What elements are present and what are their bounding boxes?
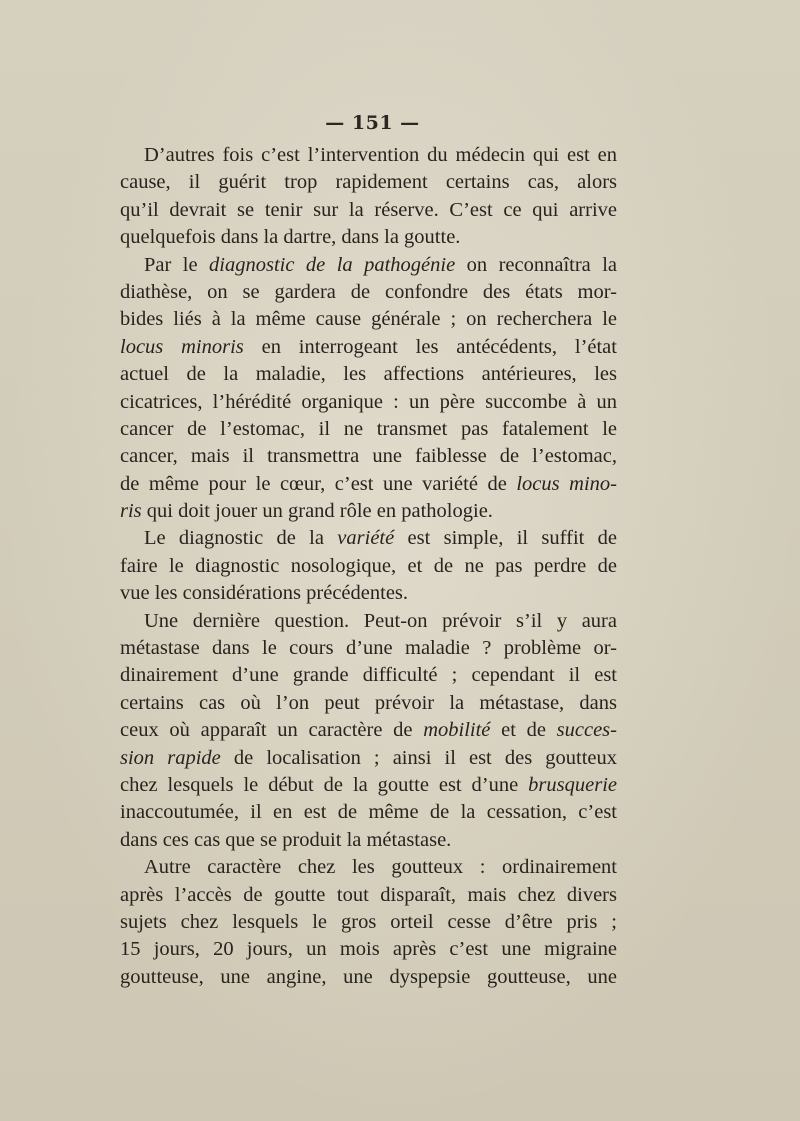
- text-run: bides liés à la même cause générale ; on recherchera le: [120, 308, 617, 331]
- text-line: [120, 525, 617, 552]
- text-run: Le diagnostic de la: [144, 527, 338, 550]
- text-run: dans ces cas que se produit la métastase.: [120, 828, 452, 851]
- text-line: [120, 471, 617, 498]
- text-line: [120, 827, 617, 854]
- text-run: faire le diagnostic nosologique, et de ne pas perdre de: [120, 554, 617, 577]
- text-run: chez lesquels le début de la goutte est d’une: [120, 773, 529, 796]
- text-line: [120, 553, 617, 580]
- text-run: vue les considérations précédentes.: [120, 582, 409, 605]
- text-run: est simple, il suffit de: [394, 527, 618, 550]
- text-line: [120, 197, 617, 224]
- text-line: [120, 717, 617, 744]
- text-run: on reconnaîtra la: [455, 253, 618, 276]
- italic-term: variété: [337, 527, 395, 550]
- text-run: après l’accès de goutte tout disparaît, mais chez divers: [120, 883, 617, 906]
- text-line: [120, 635, 617, 662]
- italic-term: locus mino-: [516, 472, 617, 495]
- text-line: [120, 306, 617, 333]
- text-run: certains cas où l’on peut prévoir la métastase, dans: [120, 691, 617, 714]
- text-line: [120, 854, 617, 881]
- text-line: [120, 361, 617, 388]
- text-run: 15 jours, 20 jours, un mois après c’est une migraine: [120, 938, 617, 961]
- text-run: diathèse, on se gardera de confondre des états mor-: [120, 280, 617, 303]
- text-run: quelquefois dans la dartre, dans la goutte.: [120, 226, 461, 249]
- italic-term: ris: [120, 500, 142, 523]
- text-run: ceux où apparaît un caractère de: [120, 719, 424, 742]
- text-line: [120, 169, 617, 196]
- italic-term: mobilité: [423, 719, 491, 742]
- text-run: sujets chez lesquels le gros orteil cesse d’être pris ;: [120, 910, 617, 933]
- text-run: Par le: [144, 253, 210, 276]
- italic-term: locus minoris: [120, 335, 244, 358]
- text-line: [120, 389, 617, 416]
- text-line: [120, 964, 617, 991]
- text-line: [120, 498, 617, 525]
- text-line: [120, 608, 617, 635]
- page-number: — 151 —: [325, 112, 420, 134]
- text-line: [120, 224, 617, 251]
- text-run: cause, il guérit trop rapidement certains cas, alors: [120, 171, 617, 194]
- text-run: métastase dans le cours d’une maladie ? problème or-: [120, 637, 617, 660]
- italic-term: diagnostic de la pathogénie: [209, 253, 456, 276]
- text-line: [120, 882, 617, 909]
- text-line: [120, 279, 617, 306]
- text-run: cancer de l’estomac, il ne transmet pas fatalement le: [120, 417, 617, 440]
- text-run: qu’il devrait se tenir sur la réserve. C’est ce qui arrive: [120, 198, 617, 221]
- text-run: de même pour le cœur, c’est une variété de: [120, 472, 517, 495]
- text-run: Autre caractère chez les goutteux : ordinairement: [144, 856, 617, 879]
- text-run: Une dernière question. Peut-on prévoir s’il y aura: [144, 609, 617, 632]
- italic-term: brusquerie: [528, 773, 617, 796]
- text-line: [120, 662, 617, 689]
- italic-term: succes-: [556, 719, 617, 742]
- text-run: actuel de la maladie, les affections antérieures, les: [120, 363, 617, 386]
- text-line: [120, 909, 617, 936]
- text-line: [120, 936, 617, 963]
- text-line: [120, 745, 617, 772]
- text-run: dinairement d’une grande difficulté ; cependant il est: [120, 664, 617, 687]
- text-run: D’autres fois c’est l’intervention du médecin qui est en: [144, 144, 617, 166]
- text-line: [120, 690, 617, 717]
- text-run: goutteuse, une angine, une dyspepsie goutteuse, une: [120, 965, 617, 988]
- text-line: [120, 443, 617, 470]
- italic-term: sion rapide: [120, 746, 221, 769]
- text-line: [120, 142, 617, 169]
- text-line: [120, 252, 617, 279]
- text-run: de localisation ; ainsi il est des goutteux: [220, 746, 617, 769]
- text-line: [120, 580, 617, 607]
- text-run: cicatrices, l’hérédité organique : un père succombe à un: [120, 390, 617, 413]
- text-run: et de: [490, 719, 557, 742]
- body-text: [120, 142, 617, 991]
- text-run: en interrogeant les antécédents, l’état: [243, 335, 617, 358]
- text-run: inaccoutumée, il en est de même de la cessation, c’est: [120, 801, 617, 824]
- text-line: [120, 416, 617, 443]
- text-run: cancer, mais il transmettra une faiblesse de l’estomac,: [120, 445, 617, 468]
- text-run: qui doit jouer un grand rôle en pathologie.: [141, 500, 493, 523]
- text-line: [120, 799, 617, 826]
- text-line: [120, 772, 617, 799]
- text-line: [120, 334, 617, 361]
